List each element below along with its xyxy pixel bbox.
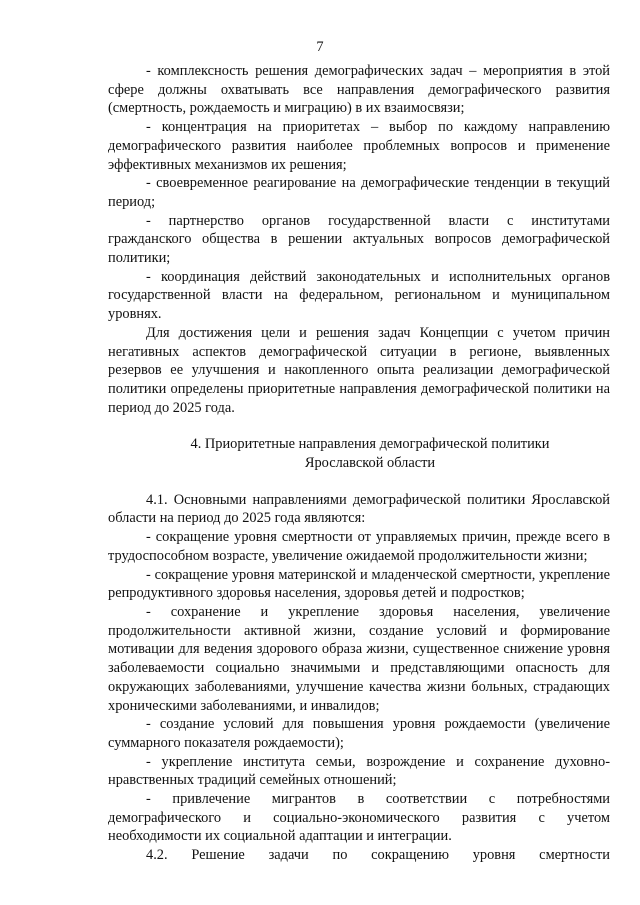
list-item-coordination: - координация действий законодательных и исполнительных органов государственной власти на федеральном, региональном и муниципальном уровнях. xyxy=(108,268,610,323)
list-item-priority-focus: - концентрация на приоритетах – выбор по каждому направлению демографического развития наиболее проблемных вопросов и применение эффективных механизмов их решения; xyxy=(108,119,610,173)
page-content xyxy=(108,62,610,865)
list-item-health-preservation: - сохранение и укрепление здоровья населения, увеличение продолжительности активной жизни, создание условий и формирование мотивации для ведения здорового образа жизни, существенное снижение уровня заболеваемости социально значимыми и представляющими опасность для окружающих заболеваниями, улучшение качества жизни больных, страдающих хроническими заболеваниями, и инвалидов; xyxy=(108,603,610,714)
section-heading-line-2: Ярославской области xyxy=(304,455,436,472)
paragraph-goals: Для достижения цели и решения задач Концепции с учетом причин негативных аспектов демографической ситуации в регионе, выявленных резервов ее улучшения и накопленного опыта реализации демографической политики определены приоритетные направления демографической политики на период до 2025 года. xyxy=(108,324,610,416)
list-item-mortality-reduction: - сокращение уровня смертности от управляемых причин, прежде всего в трудоспособном возрасте, увеличение ожидаемой продолжительности жизни; xyxy=(108,529,610,564)
list-item-birth-rate: - создание условий для повышения уровня рождаемости (увеличение суммарного показателя рождаемости); xyxy=(108,716,610,751)
section-heading xyxy=(108,435,610,472)
page-number: 7 xyxy=(316,39,324,55)
list-item-family-institution: - укрепление института семьи, возрождение и сохранение духовно-нравственных традиций семейных отношений; xyxy=(108,753,610,789)
list-item-maternal-infant-mortality: - сокращение уровня материнской и младенческой смертности, укрепление репродуктивного здоровья населения, здоровья детей и подростков; xyxy=(108,566,610,602)
paragraph-main-directions: 4.1. Основными направлениями демографической политики Ярославской области на период до 2025 года являются: xyxy=(108,491,610,527)
list-item-timely-response: - своевременное реагирование на демографические тенденции в текущий период; xyxy=(108,175,610,210)
list-item-partnership: - партнерство органов государственной власти с институтами гражданского общества в решении актуальных вопросов демографической политики; xyxy=(108,212,610,267)
list-item-migrants: - привлечение мигрантов в соответствии с потребностями демографического и социально-экономического развития с учетом необходимости их социальной адаптации и интеграции. xyxy=(108,791,610,845)
list-item-complexity: - комплексность решения демографических задач – мероприятия в этой сфере должны охватывать все направления демографического развития (смертность, рождаемость и миграцию) в их взаимосвязи; xyxy=(108,63,610,117)
section-heading-line-1: 4. Приоритетные направления демографической политики xyxy=(190,436,550,453)
paragraph-mortality-task: 4.2. Решение задачи по сокращению уровня смертности xyxy=(146,847,610,864)
